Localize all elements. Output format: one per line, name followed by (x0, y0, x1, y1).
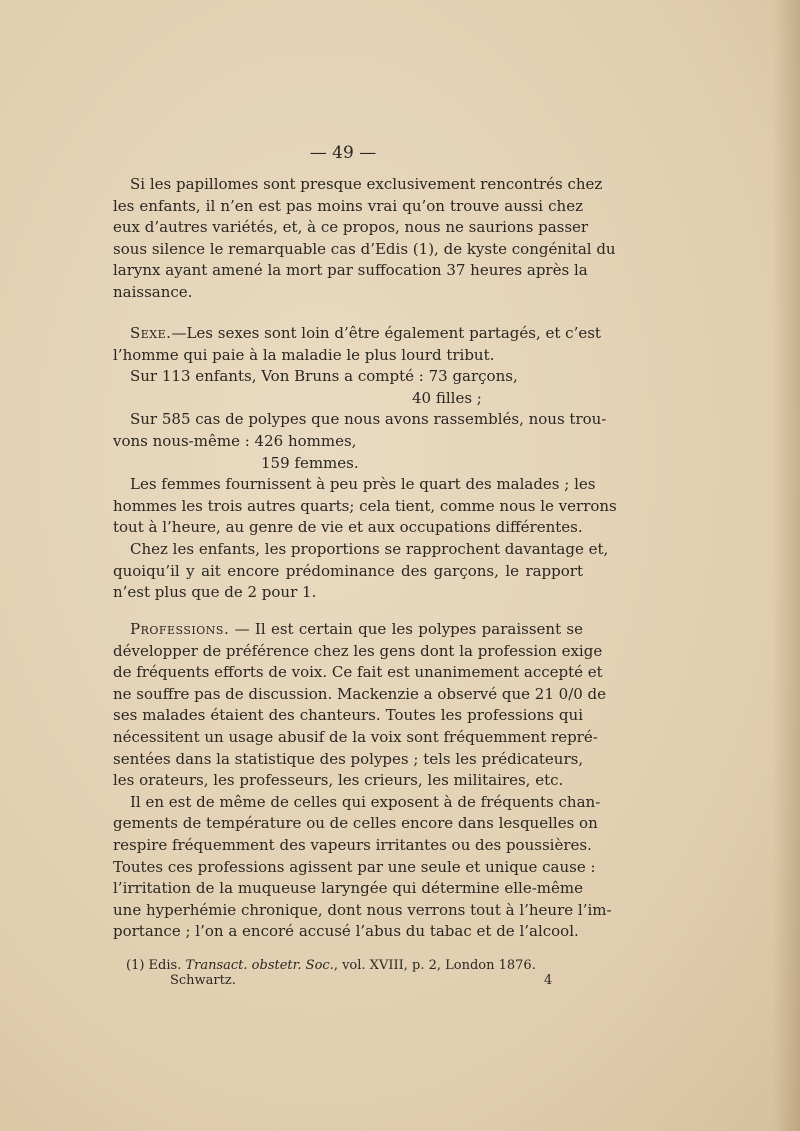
text-line: développer de préférence chez les gens dont la profession exige (113, 641, 603, 660)
text-run: —Les sexes sont loin d’être également partagés, et c’est (171, 324, 601, 342)
text-line: Il en est de même de celles qui exposent à de fréquents chan- (130, 792, 601, 811)
text-line: une hyperhémie chronique, dont nous verrons tout à l’heure l’im- (113, 900, 612, 919)
footnote-journal: Transact. obstetr. Soc. (185, 958, 334, 973)
text-line: les orateurs, les professeurs, les crieurs, les militaires, etc. (113, 771, 564, 790)
section-heading-sexe: Sexe. (130, 324, 172, 342)
text-line: respire fréquemment des vapeurs irritantes ou des poussières. (113, 835, 592, 854)
footnote-rest: , vol. XVIII, p. 2, London 1876. (333, 958, 536, 973)
text-line: Les femmes fournissent à peu près le quart des malades ; les (130, 475, 596, 494)
section-sexe (113, 323, 617, 604)
text-line: nécessitent un usage abusif de la voix sont fréquemment repré- (113, 727, 598, 746)
text-line: les enfants, il n’en est pas moins vrai qu’on trouve aussi chez (113, 196, 583, 215)
text-line: sous silence le remarquable cas d’Edis (1), de kyste congénital du (113, 239, 616, 258)
stats-line: Sur 113 enfants, Von Bruns a compté : 73 garçons, (130, 367, 518, 386)
text-line: ses malades étaient des chanteurs. Toutes les professions qui (113, 706, 583, 725)
stats-line: Sur 585 cas de polypes que nous avons rassemblés, nous trou- (130, 410, 607, 429)
text-line: de fréquents efforts de voix. Ce fait est unanimement accepté et (113, 663, 603, 682)
sheet-mark: 4 (544, 973, 553, 988)
page-number: — 49 — (309, 143, 377, 163)
text-line: Toutes ces professions agissent par une seule et unique cause : (113, 857, 596, 876)
text-line (113, 619, 583, 641)
printer-signature: Schwartz. (170, 973, 236, 988)
page-edge-shadow (772, 0, 800, 1131)
section-heading-professions: Professions. (130, 620, 230, 638)
text-line: portance ; l’on a encoré accusé l’abus du tabac et de l’alcool. (113, 922, 579, 941)
text-line: Chez les enfants, les proportions se rapprochent davantage et, (130, 539, 609, 558)
text-line: l’irritation de la muqueuse laryngée qui détermine elle-même (113, 879, 583, 898)
text-line: quoiqu’il y ait encore prédominance des garçons, le rapport (113, 561, 583, 580)
text-run: — Il est certain que les polypes paraissent se (234, 620, 583, 638)
text-line: tout à l’heure, au genre de vie et aux occupations différentes. (113, 518, 583, 537)
text-line: hommes les trois autres quarts; cela tient, comme nous le verrons (113, 496, 617, 515)
text-line: gements de température ou de celles encore dans lesquelles on (113, 814, 598, 833)
footnote-prefix: (1) Edis. (126, 958, 182, 973)
text-line (113, 323, 601, 345)
text-line: sentées dans la statistique des polypes ; tels les prédicateurs, (113, 749, 584, 768)
stats-line: vons nous-même : 426 hommes, (113, 431, 357, 450)
section-professions (113, 619, 612, 943)
paragraph-intro (113, 174, 616, 304)
stats-line: 40 filles ; (412, 388, 482, 407)
text-line: larynx ayant amené la mort par suffocation 37 heures après la (113, 261, 588, 280)
text-line: naissance. (113, 282, 193, 301)
text-line: l’homme qui paie à la maladie le plus lourd tribut. (113, 345, 495, 364)
text-line: Si les papillomes sont presque exclusivement rencontrés chez (130, 175, 603, 193)
text-line: n’est plus que de 2 pour 1. (113, 583, 317, 602)
text-line: eux d’autres variétés, et, à ce propos, nous ne saurions passer (113, 218, 589, 237)
text-line: ne souffre pas de discussion. Mackenzie a observé que 21 0/0 de (113, 684, 607, 703)
stats-line: 159 femmes. (261, 453, 359, 472)
